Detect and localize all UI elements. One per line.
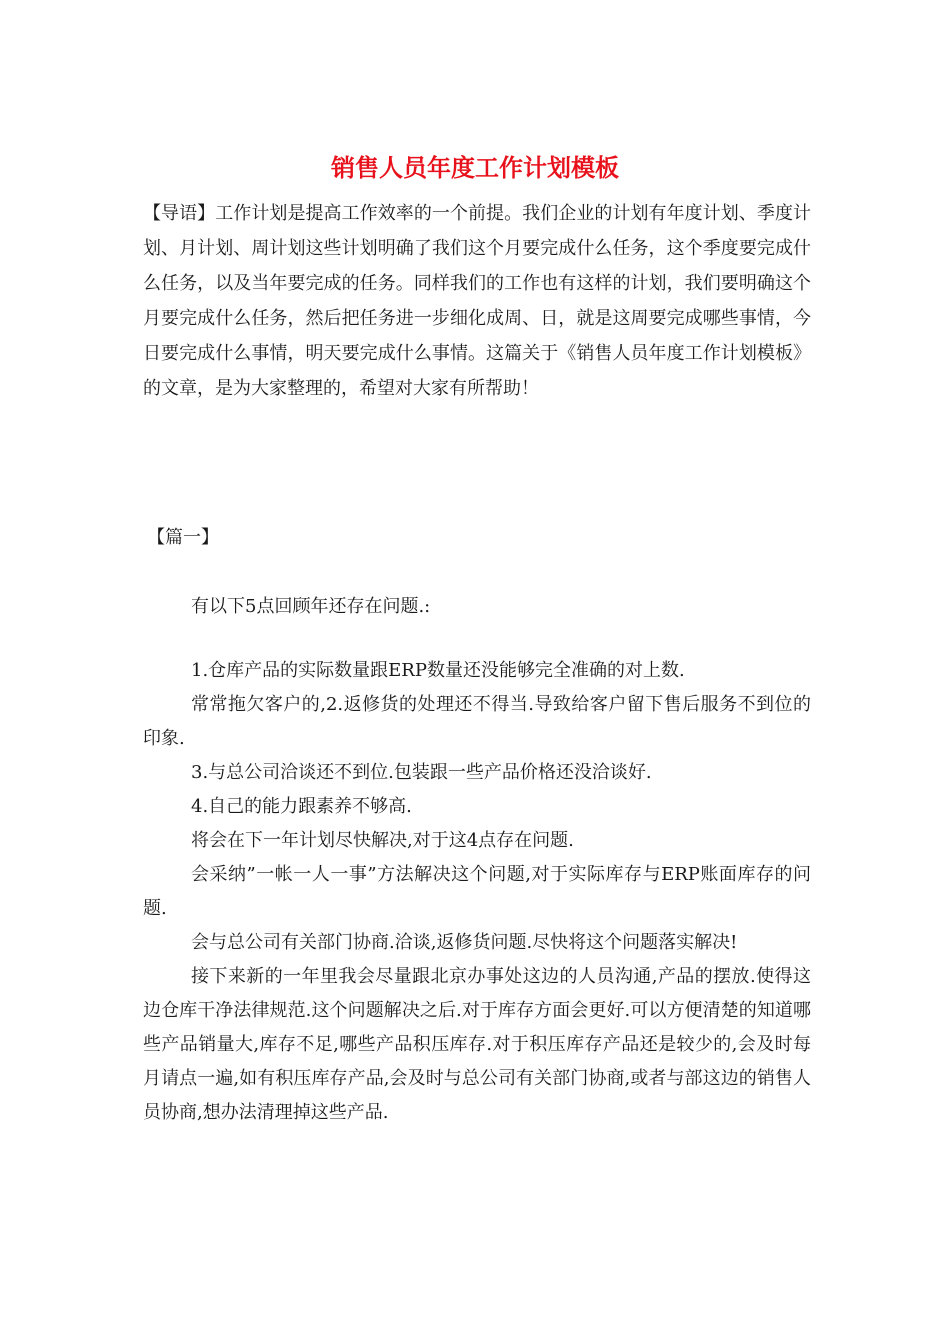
body-paragraph: 会采纳”一帐一人一事”方法解决这个问题,对于实际库存与ERP账面库存的问题. [143, 864, 811, 919]
body-text [143, 590, 811, 1130]
document-title: 销售人员年度工作计划模板 [331, 153, 619, 182]
section-heading: 【篇一】 [147, 527, 219, 548]
body-paragraph: 1.仓库产品的实际数量跟ERP数量还没能够完全准确的对上数. [191, 660, 685, 681]
body-paragraph: 将会在下一年计划尽快解决,对于这4点存在问题. [191, 830, 574, 851]
body-paragraph: 常常拖欠客户的,2.返修货的处理还不得当.导致给客户留下售后服务不到位的印象. [143, 694, 811, 749]
body-paragraph: 接下来新的一年里我会尽量跟北京办事处这边的人员沟通,产品的摆放.使得这边仓库干净法律规范.这个问题解决之后.对于库存方面会更好.可以方便清楚的知道哪些产品销量大,库存不足,哪些产品积压库存.对于积压库存产品还是较少的,会及时每月请点一遍,如有积压库存产品,会及时与总公司有关部门协商,或者与部这边的销售人员协商,想办法清理掉这些产品. [143, 966, 811, 1123]
intro-paragraph: 【导语】工作计划是提高工作效率的一个前提。我们企业的计划有年度计划、季度计划、月计划、周计划这些计划明确了我们这个月要完成什么任务，这个季度要完成什么任务，以及当年要完成的任务。同样我们的工作也有这样的计划，我们要明确这个月要完成什么任务，然后把任务进一步细化成周、日，就是这周要完成哪些事情，今日要完成什么事情，明天要完成什么事情。这篇关于《销售人员年度工作计划模板》的文章，是为大家整理的，希望对大家有所帮助！ [143, 203, 811, 399]
body-paragraph: 4.自己的能力跟素养不够高. [191, 796, 412, 817]
body-paragraph: 会与总公司有关部门协商.洽谈,返修货问题.尽快将这个问题落实解决! [191, 932, 738, 953]
body-paragraph: 有以下5点回顾年还存在问题.: [191, 596, 431, 617]
body-paragraph: 3.与总公司洽谈还不到位.包装跟一些产品价格还没洽谈好. [191, 762, 652, 783]
